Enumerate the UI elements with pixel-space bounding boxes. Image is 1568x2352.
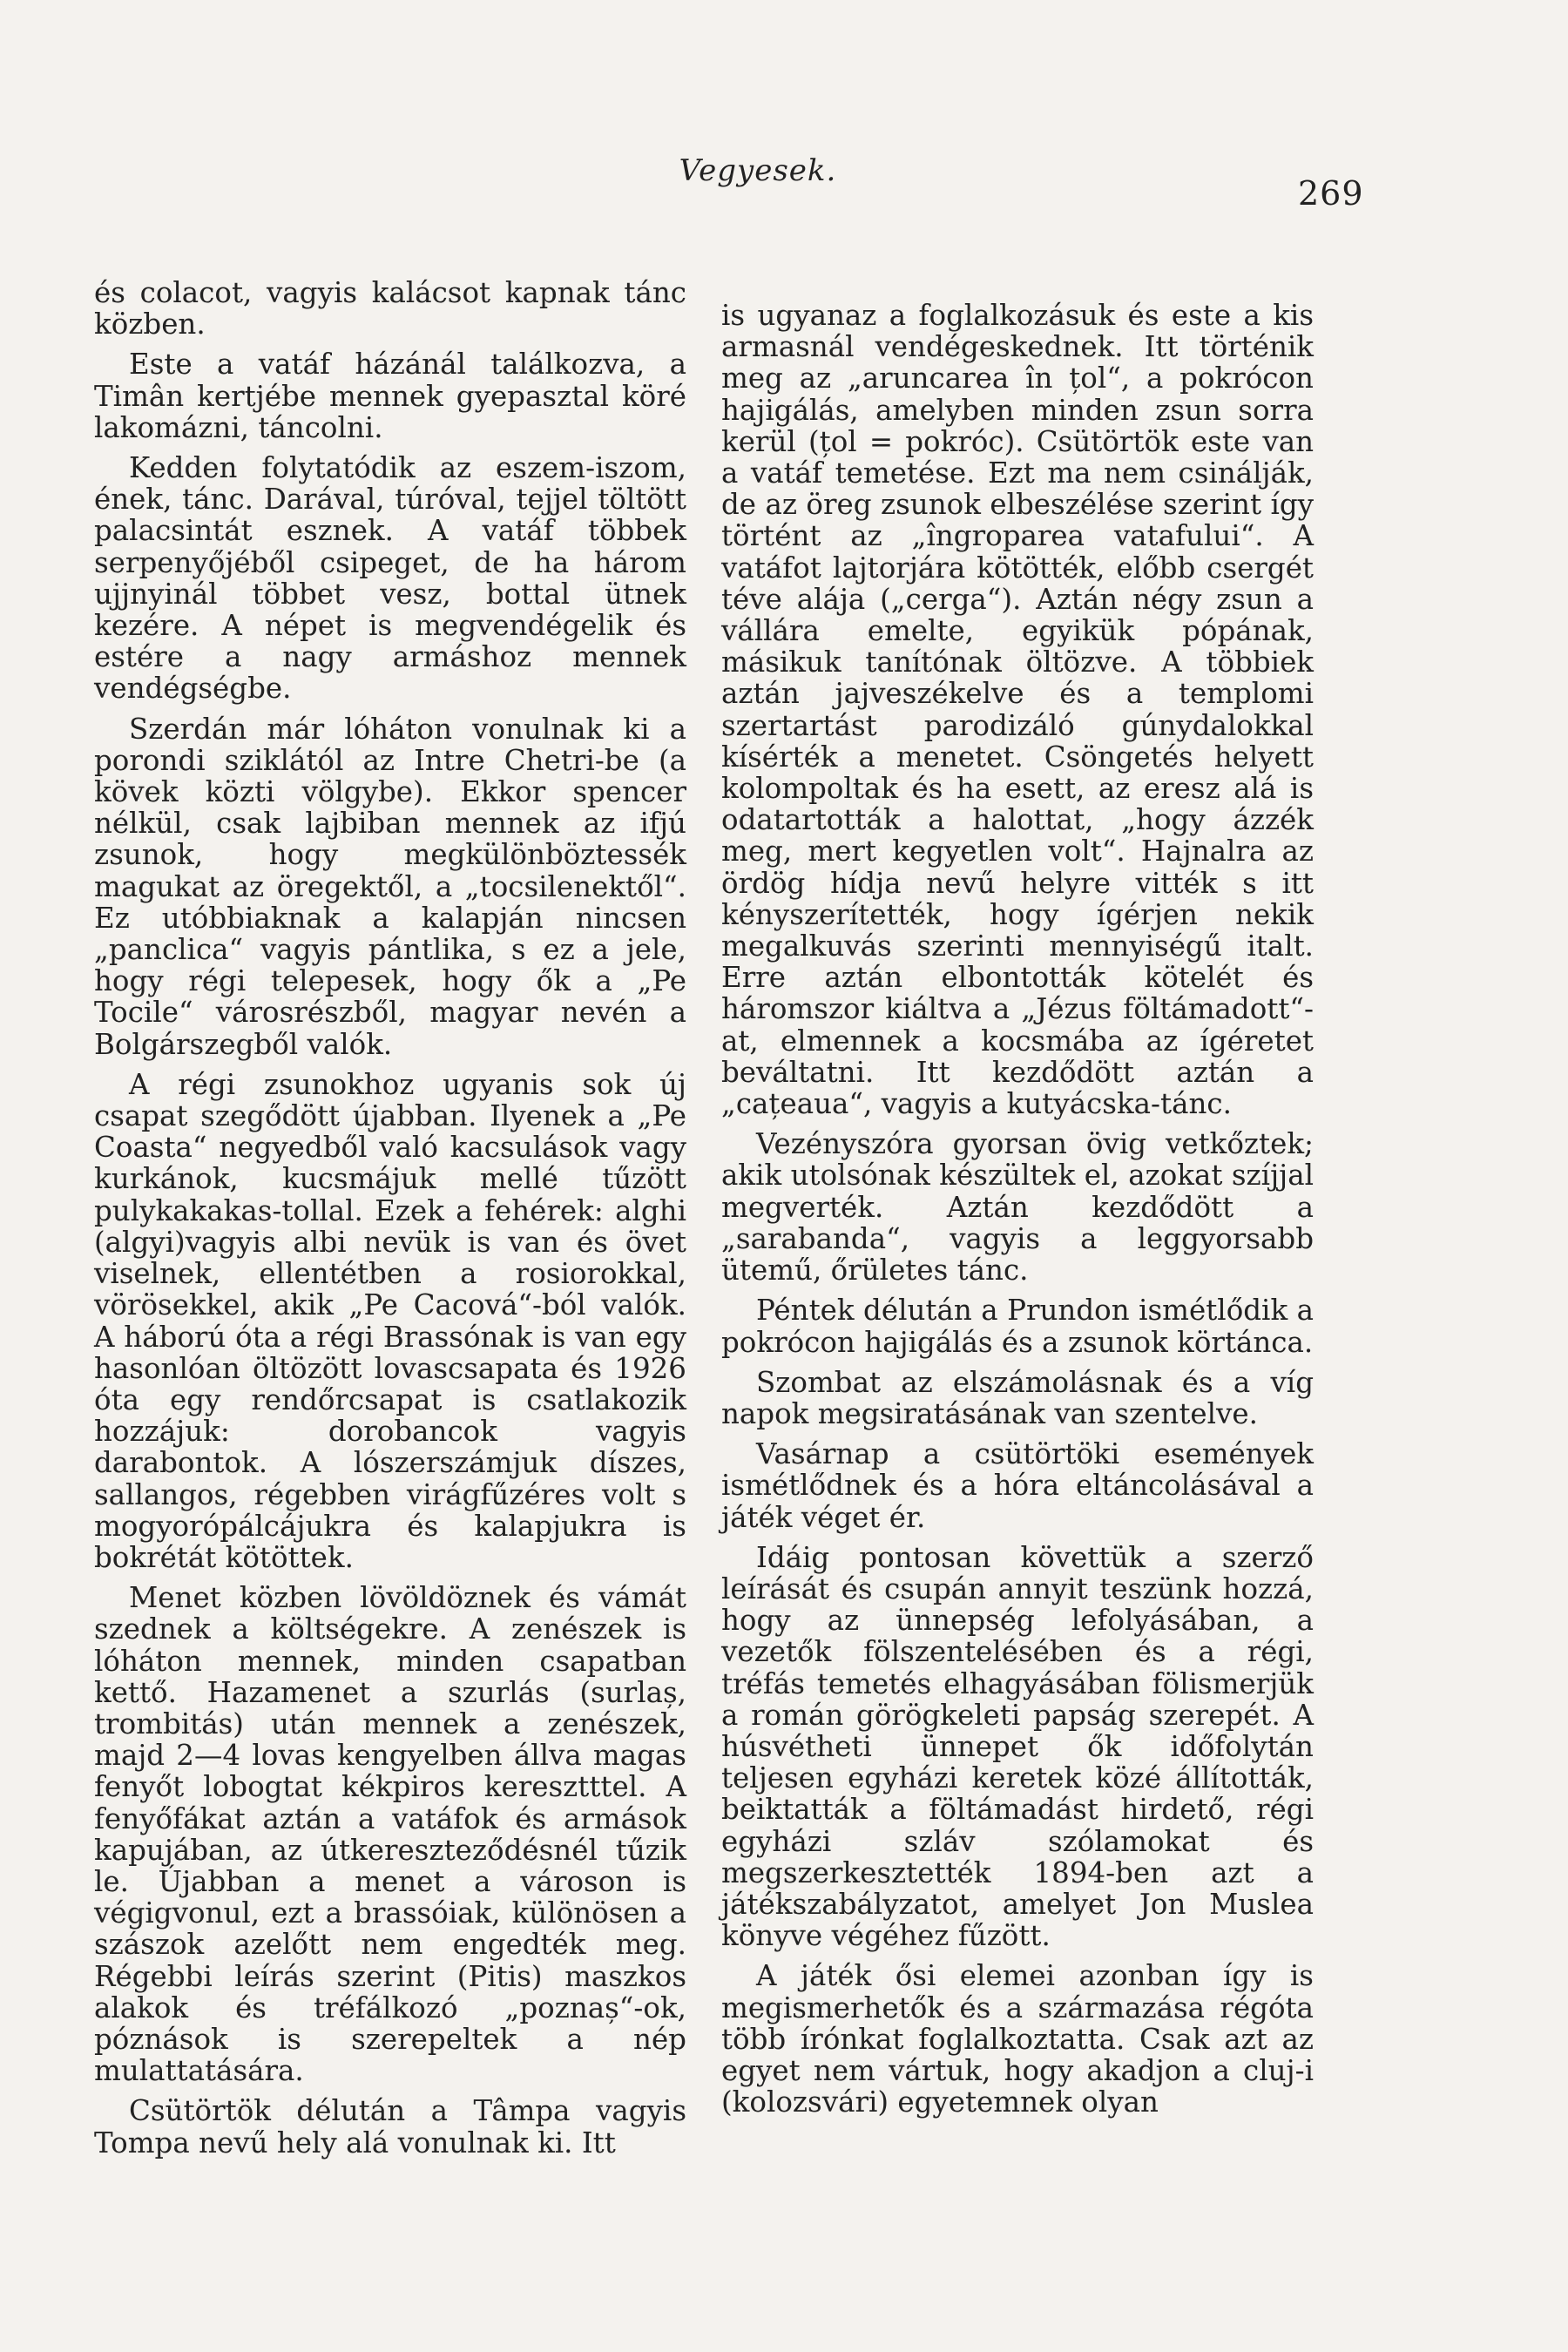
paragraph: és colacot, vagyis kalácsot kapnak tánc közben.: [94, 276, 686, 341]
paragraph: Péntek délután a Prundon ismétlődik a pokrócon hajigálás és a zsunok körtánca.: [721, 1294, 1314, 1359]
paragraph: A játék ősi elemei azonban így is megismerhetők és a származása régóta több írónkat foglalkoztatta. Csak azt az egyet nem vártuk, hogy akadjon a cluj-i (kolozsvári) egyetemnek olyan: [721, 1959, 1314, 2119]
page-number: 269: [1298, 174, 1364, 213]
paragraph: Kedden folytatódik az eszem-iszom, ének, tánc. Darával, túróval, tejjel töltött palacsintát esznek. A vatáf többek serpenyőjéből csipeget, de ha három ujjnyinál többet vesz, bottal ütnek kezére. A népet is megvendégelik és estére a nagy armáshoz mennek vendégségbe.: [94, 451, 686, 706]
paragraph: Este a vatáf házánál találkozva, a Timân kertjébe mennek gyepasztal köré lakomázni, táncolni.: [94, 348, 686, 444]
paragraph: A régi zsunokhoz ugyanis sok új csapat szegődött újabban. Ilyenek a „Pe Coasta“ negyedből való kacsulások vagy kurkánok, kucsmájuk mellé tűzött pulykakakas-tollal. Ezek a fehérek: alghi (algyi)vagyis albi nevük is van és övet viselnek, ellentétben a rosiorokkal, vörösekkel, akik „Pe Cacová“-ból valók. A háború óta a régi Brassónak is van egy hasonlóan öltözött lovascsapata és 1926 óta egy rendőrcsapat is csatlakozik hozzájuk: dorobancok vagyis darabontok. A lószerszámjuk díszes, sallangos, régebben virágfűzéres volt s mogyorópálcájukra és kalapjukra is bokrétát kötöttek.: [94, 1067, 686, 1574]
right-column: [721, 300, 1314, 2126]
paragraph: is ugyanaz a foglalkozásuk és este a kis armasnál vendégeskednek. Itt történik meg az „aruncarea în țol“, a pokrócon hajigálás, amelyben minden zsun sorra kerül (țol = pokróc). Csütörtök este van a vatáf temetése. Ezt ma nem csinálják, de az öreg zsunok elbeszélése szerint így történt az „îngroparea vatafului“. A vatáfot lajtorjára kötötték, előbb csergét téve alája („cerga“). Aztán négy zsun a vállára emelte, egyikük pópának, másikuk tanítónak öltözve. A többiek aztán jajveszékelve és a templomi szertartást parodizáló gúnydalokkal kísérték a menetet. Csöngetés helyett kolompoltak és ha esett, az eresz alá is odatartották a halottat, „hogy ázzék meg, mert kegyetlen volt“. Hajnalra az ördög hídja nevű helyre vitték s itt kényszerítették, hogy ígérjen nekik megalkuvás szerinti mennyiségű italt. Erre aztán elbontották kötelét és háromszor kiáltva a „Jézus föltámadott“-at, elmennek a kocsmába az ígéretet beváltatni. Itt kezdődött aztán a „cațeaua“, vagyis a kutyácska-tánc.: [721, 299, 1314, 1121]
paragraph: Idáig pontosan követtük a szerző leírását és csupán annyit teszünk hozzá, hogy az ünnepség lefolyásában, a vezetők fölszentelésében és a régi, tréfás temetés elhagyásában fölismerjük a román görögkeleti papság szerepét. A húsvétheti ünnepet ők időfolytán teljesen egyházi keretek közé állították, beiktatták a föltámadást hirdető, régi egyházi szláv szólamokat és megszerkesztették 1894-ben azt a játékszabályzatot, amelyet Jon Muslea könyve végéhez fűzött.: [721, 1540, 1314, 1953]
paragraph: Menet közben lövöldöznek és vámát szednek a költségekre. A zenészek is lóháton mennek, minden csapatban kettő. Hazamenet a szurlás (surlaș, trombitás) után mennek a zenészek, majd 2—4 lovas kengyelben állva magas fenyőt lobogtat kékpiros keresztttel. A fenyőfákat aztán a vatáfok és armások kapujában, az útkereszteződésnél tűzik le. Újabban a menet a városon is végigvonul, ezt a brassóiak, különösen a szászok azelőtt nem engedték meg. Régebbi leírás szerint (Pitis) maszkos alakok és tréfálkozó „poznaș“-ok, póznások is szerepeltek a nép mulattatására.: [94, 1581, 686, 2088]
running-title: Vegyesek.: [679, 153, 837, 188]
paragraph: Vasárnap a csütörtöki események ismétlődnek és a hóra eltáncolásával a játék véget ér.: [721, 1437, 1314, 1534]
paragraph: Szombat az elszámolásnak és a víg napok megsiratásának van szentelve.: [721, 1365, 1314, 1430]
left-column: [94, 277, 686, 2167]
paragraph: Csütörtök délután a Tâmpa vagyis Tompa nevű hely alá vonulnak ki. Itt: [94, 2094, 686, 2159]
paragraph: Vezényszóra gyorsan övig vetkőztek; akik utolsónak készültek el, azokat szíjjal megverték. Aztán kezdődött a „sarabanda“, vagyis a leggyorsabb ütemű, őrületes tánc.: [721, 1127, 1314, 1288]
paragraph: Szerdán már lóháton vonulnak ki a porondi sziklától az Intre Chetri-be (a kövek közti völgybe). Ekkor spencer nélkül, csak lajbiban mennek az ifjú zsunok, hogy megkülönböztessék magukat az öregektől, a „tocsilenektől“. Ez utóbbiaknak a kalapján nincsen „panclica“ vagyis pántlika, s ez a jele, hogy régi telepesek, hogy ők a „Pe Tocile“ városrészből, magyar nevén a Bolgárszegből valók.: [94, 712, 686, 1061]
